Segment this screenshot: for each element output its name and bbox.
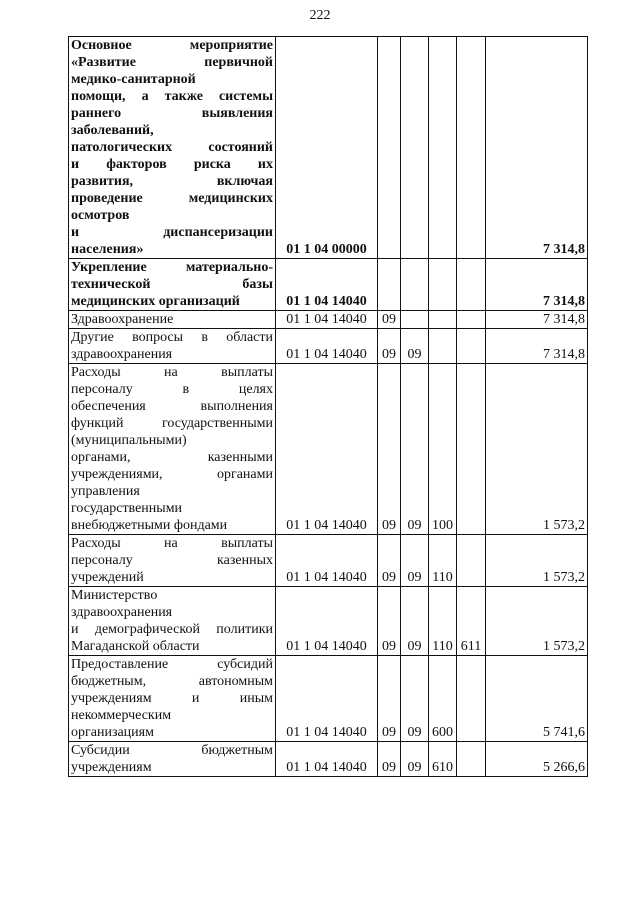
expense-type-cell xyxy=(429,329,457,364)
row-name-line: и факторов риска их xyxy=(71,157,273,172)
row-name-line: Расходы на выплаты xyxy=(71,536,273,551)
table-row xyxy=(69,329,588,364)
row-name-line: населения» xyxy=(71,242,144,257)
row-name-line: патологических состояний xyxy=(71,140,273,155)
row-name-line: «Развитие первичной xyxy=(71,55,273,70)
subsection-cell: 09 xyxy=(401,364,429,535)
budget-table-body xyxy=(69,37,588,777)
subsection-cell: 09 xyxy=(401,742,429,777)
expense-type-cell: 610 xyxy=(429,742,457,777)
row-name-line: управления xyxy=(71,484,140,499)
row-name-cell xyxy=(69,259,276,311)
row-name-line: раннего выявления xyxy=(71,106,273,121)
expense-type-cell xyxy=(429,37,457,259)
subsection-cell: 09 xyxy=(401,587,429,656)
expense-type-cell: 110 xyxy=(429,587,457,656)
row-name-cell xyxy=(69,364,276,535)
group-cell xyxy=(457,656,486,742)
row-name-line: органами, казенными xyxy=(71,450,273,465)
row-name-line: Другие вопросы в области xyxy=(71,330,273,345)
row-name-line: организациям xyxy=(71,725,154,740)
row-name-line: здравоохранения xyxy=(71,347,173,362)
row-name-line: бюджетным, автономным xyxy=(71,674,273,689)
table-row xyxy=(69,535,588,587)
expense-type-cell xyxy=(429,311,457,329)
section-cell: 09 xyxy=(378,535,401,587)
row-name-line: учреждениям и иным xyxy=(71,691,273,706)
row-name-line: внебюджетными фондами xyxy=(71,518,228,533)
row-name-cell xyxy=(69,535,276,587)
subsection-cell: 09 xyxy=(401,656,429,742)
target-code-cell: 01 1 04 00000 xyxy=(276,37,378,259)
target-code-cell: 01 1 04 14040 xyxy=(276,259,378,311)
group-cell xyxy=(457,742,486,777)
row-name-line: медико-санитарной xyxy=(71,72,196,87)
row-name-line: проведение медицинских xyxy=(71,191,273,206)
row-name-line: медицинских организаций xyxy=(71,294,240,309)
group-cell xyxy=(457,37,486,259)
target-code-cell: 01 1 04 14040 xyxy=(276,535,378,587)
row-name-line: персоналу казенных xyxy=(71,553,273,568)
expense-type-cell: 100 xyxy=(429,364,457,535)
table-row xyxy=(69,311,588,329)
row-name-cell xyxy=(69,587,276,656)
row-name-line: персоналу в целях xyxy=(71,382,273,397)
amount-cell: 1 573,2 xyxy=(486,535,588,587)
row-name-line: функций государственными xyxy=(71,416,273,431)
subsection-cell xyxy=(401,37,429,259)
amount-cell: 7 314,8 xyxy=(486,311,588,329)
amount-cell: 5 266,6 xyxy=(486,742,588,777)
row-name-cell xyxy=(69,742,276,777)
row-name-cell xyxy=(69,329,276,364)
row-name-line: Укрепление материально- xyxy=(71,260,273,275)
group-cell xyxy=(457,329,486,364)
subsection-cell xyxy=(401,259,429,311)
target-code-cell: 01 1 04 14040 xyxy=(276,364,378,535)
subsection-cell xyxy=(401,311,429,329)
page-number: 222 xyxy=(309,8,331,23)
row-name-cell xyxy=(69,311,276,329)
target-code-cell: 01 1 04 14040 xyxy=(276,656,378,742)
target-code-cell: 01 1 04 14040 xyxy=(276,587,378,656)
section-cell: 09 xyxy=(378,742,401,777)
subsection-cell: 09 xyxy=(401,535,429,587)
row-name-cell xyxy=(69,656,276,742)
group-cell xyxy=(457,535,486,587)
row-name-line: заболеваний, xyxy=(71,123,154,138)
row-name-line: Расходы на выплаты xyxy=(71,365,273,380)
row-name-line: учреждениям xyxy=(71,760,152,775)
row-name-line: Министерство xyxy=(71,588,158,603)
target-code-cell: 01 1 04 14040 xyxy=(276,742,378,777)
row-name-line: Здравоохранение xyxy=(71,312,174,327)
row-name-line: развития, включая xyxy=(71,174,273,189)
target-code-cell: 01 1 04 14040 xyxy=(276,329,378,364)
amount-cell: 5 741,6 xyxy=(486,656,588,742)
row-name-line: Основное мероприятие xyxy=(71,38,273,53)
row-name-line: помощи, а также системы xyxy=(71,89,273,104)
budget-table xyxy=(68,36,588,777)
row-name-line: учреждений xyxy=(71,570,144,585)
amount-cell: 1 573,2 xyxy=(486,587,588,656)
subsection-cell: 09 xyxy=(401,329,429,364)
row-name-line: здравоохранения xyxy=(71,605,173,620)
group-cell xyxy=(457,311,486,329)
amount-cell: 7 314,8 xyxy=(486,259,588,311)
row-name-line: осмотров xyxy=(71,208,130,223)
group-cell xyxy=(457,259,486,311)
row-name-line: учреждениями, органами xyxy=(71,467,273,482)
section-cell xyxy=(378,259,401,311)
expense-type-cell xyxy=(429,259,457,311)
expense-type-cell: 600 xyxy=(429,656,457,742)
table-row xyxy=(69,364,588,535)
row-name-line: Магаданской области xyxy=(71,639,200,654)
row-name-line: и диспансеризации xyxy=(71,225,273,240)
target-code-cell: 01 1 04 14040 xyxy=(276,311,378,329)
group-cell: 611 xyxy=(457,587,486,656)
section-cell: 09 xyxy=(378,587,401,656)
section-cell: 09 xyxy=(378,364,401,535)
amount-cell: 7 314,8 xyxy=(486,37,588,259)
amount-cell: 7 314,8 xyxy=(486,329,588,364)
table-row xyxy=(69,37,588,259)
row-name-line: обеспечения выполнения xyxy=(71,399,273,414)
table-row xyxy=(69,656,588,742)
expense-type-cell: 110 xyxy=(429,535,457,587)
table-row xyxy=(69,259,588,311)
section-cell xyxy=(378,37,401,259)
group-cell xyxy=(457,364,486,535)
row-name-line: и демографической политики xyxy=(71,622,273,637)
section-cell: 09 xyxy=(378,656,401,742)
row-name-line: технической базы xyxy=(71,277,273,292)
row-name-line: Субсидии бюджетным xyxy=(71,743,273,758)
row-name-cell xyxy=(69,37,276,259)
amount-cell: 1 573,2 xyxy=(486,364,588,535)
row-name-line: Предоставление субсидий xyxy=(71,657,273,672)
row-name-line: государственными xyxy=(71,501,183,516)
table-row xyxy=(69,587,588,656)
table-row xyxy=(69,742,588,777)
section-cell: 09 xyxy=(378,311,401,329)
row-name-line: некоммерческим xyxy=(71,708,172,723)
row-name-line: (муниципальными) xyxy=(71,433,187,448)
section-cell: 09 xyxy=(378,329,401,364)
